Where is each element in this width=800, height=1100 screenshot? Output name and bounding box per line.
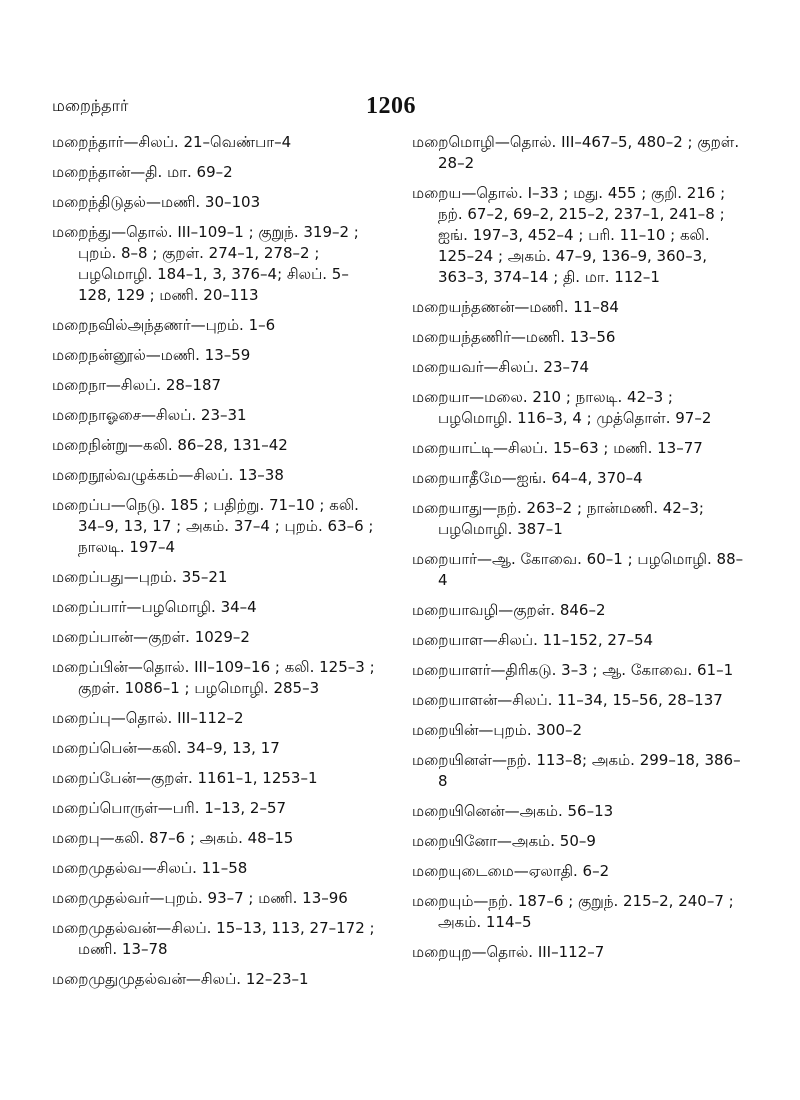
index-entry: மறைப்பார்—பழமொழி. 34–4 xyxy=(52,598,257,616)
index-entry: மறைய—தொல். I–33 ; மது. 455 ; குறி. 216 ; நற். 67–2, 69–2, 215–2, 237–1, 241–8 ; ஐங். 197–3, 452–4 ; பரி. 11–10 ; கலி. 125–24 ; அகம். 47–9, 136–9, 360–3, 363–3, 374–14 ; தி. மா. 112–1 xyxy=(412,184,726,286)
index-entry: மறையாதீமே—ஐங். 64–4, 370–4 xyxy=(412,469,643,487)
index-entry: மறைமுதல்வர்—புறம். 93–7 ; மணி. 13–96 xyxy=(52,889,348,907)
index-entry: மறைந்து—தொல். III–109–1 ; குறுந். 319–2 ; புறம். 8–8 ; குறள். 274–1, 278–2 ; பழமொழி. 184–1, 3, 376–4; சிலப். 5–128, 129 ; மணி. 20–113 xyxy=(52,223,359,304)
index-entry: மறைப்பின்—தொல். III–109–16 ; கலி. 125–3 ; குறள். 1086–1 ; பழமொழி. 285–3 xyxy=(52,658,375,697)
index-entry: மறையாளர்—திரிகடு. 3–3 ; ஆ. கோவை. 61–1 xyxy=(412,661,734,679)
index-entry: மறையாது—நற். 263–2 ; நான்மணி. 42–3; பழமொழி. 387–1 xyxy=(412,499,704,538)
index-entry: மறைமுதுமுதல்வன்—சிலப். 12–23–1 xyxy=(52,970,309,988)
index-entry: மறைப்பொருள்—பரி. 1–13, 2–57 xyxy=(52,799,287,817)
running-head: மறைந்தார் xyxy=(52,96,129,115)
index-entry: மறைநன்னூல்—மணி. 13–59 xyxy=(52,346,251,364)
index-entry: மறையின்—புறம். 300–2 xyxy=(412,721,583,739)
index-entry: மறைந்தார்—சிலப். 21–வெண்பா–4 xyxy=(52,133,292,151)
index-entry: மறைந்தான்—தி. மா. 69–2 xyxy=(52,163,233,181)
index-entry: மறைமுதல்வன்—சிலப். 15–13, 113, 27–172 ; மணி. 13–78 xyxy=(52,919,375,958)
index-entry: மறைநாஓசை—சிலப். 23–31 xyxy=(52,406,247,424)
index-entry: மறைப்ப—நெடு. 185 ; பதிற்று. 71–10 ; கலி. 34–9, 13, 17 ; அகம். 37–4 ; புறம். 63–6 ; நாலடி. 197–4 xyxy=(52,496,374,556)
index-entry: மறைப்பு—தொல். III–112–2 xyxy=(52,709,244,727)
index-entry: மறையினோ—அகம். 50–9 xyxy=(412,832,596,850)
index-entry: மறைமொழி—தொல். III–467–5, 480–2 ; குறள். 28–2 xyxy=(412,133,740,172)
index-entry: மறைப்பது—புறம். 35–21 xyxy=(52,568,228,586)
index-entry: மறைநவில்அந்தணர்—புறம். 1–6 xyxy=(52,316,276,334)
index-entry: மறையந்தணன்—மணி. 11–84 xyxy=(412,298,619,316)
index-entry: மறையினள்—நற். 113–8; அகம். 299–18, 386–8 xyxy=(412,751,741,790)
index-entry: மறைபு—கலி. 87–6 ; அகம். 48–15 xyxy=(52,829,294,847)
index-entry: மறையந்தணிர்—மணி. 13–56 xyxy=(412,328,616,346)
index-entry: மறையாட்டி—சிலப். 15–63 ; மணி. 13–77 xyxy=(412,439,703,457)
index-entry: மறையாள—சிலப். 11–152, 27–54 xyxy=(412,631,654,649)
index-entry: மறையா—மலை. 210 ; நாலடி. 42–3 ; பழமொழி. 116–3, 4 ; முத்தொள். 97–2 xyxy=(412,388,712,427)
index-entry: மறையார்—ஆ. கோவை. 60–1 ; பழமொழி. 88–4 xyxy=(412,550,744,589)
index-entry: மறையுடைமை—ஏலாதி. 6–2 xyxy=(412,862,610,880)
index-entry: மறைமுதல்வ—சிலப். 11–58 xyxy=(52,859,248,877)
index-entry: மறைநின்று—கலி. 86–28, 131–42 xyxy=(52,436,288,454)
index-entry: மறைந்திடுதல்—மணி. 30–103 xyxy=(52,193,261,211)
index-entry: மறைப்பான்—குறள். 1029–2 xyxy=(52,628,250,646)
index-entry: மறைநூல்வழுக்கம்—சிலப். 13–38 xyxy=(52,466,284,484)
page-number: 1206 xyxy=(366,93,416,119)
index-entry: மறையுற—தொல். III–112–7 xyxy=(412,943,605,961)
index-entry: மறைநா—சிலப். 28–187 xyxy=(52,376,222,394)
index-entry: மறையும்—நற். 187–6 ; குறுந். 215–2, 240–7 ; அகம். 114–5 xyxy=(412,892,734,931)
left-column xyxy=(52,132,382,999)
index-entry: மறைப்பேன்—குறள். 1161–1, 1253–1 xyxy=(52,769,318,787)
index-entry: மறையவர்—சிலப். 23–74 xyxy=(412,358,590,376)
index-entry: மறையாவழி—குறள். 846–2 xyxy=(412,601,606,619)
index-entry: மறைப்பென்—கலி. 34–9, 13, 17 xyxy=(52,739,280,757)
index-entry: மறையாளன்—சிலப். 11–34, 15–56, 28–137 xyxy=(412,691,723,709)
right-column xyxy=(412,132,747,972)
index-entry: மறையினென்—அகம். 56–13 xyxy=(412,802,614,820)
